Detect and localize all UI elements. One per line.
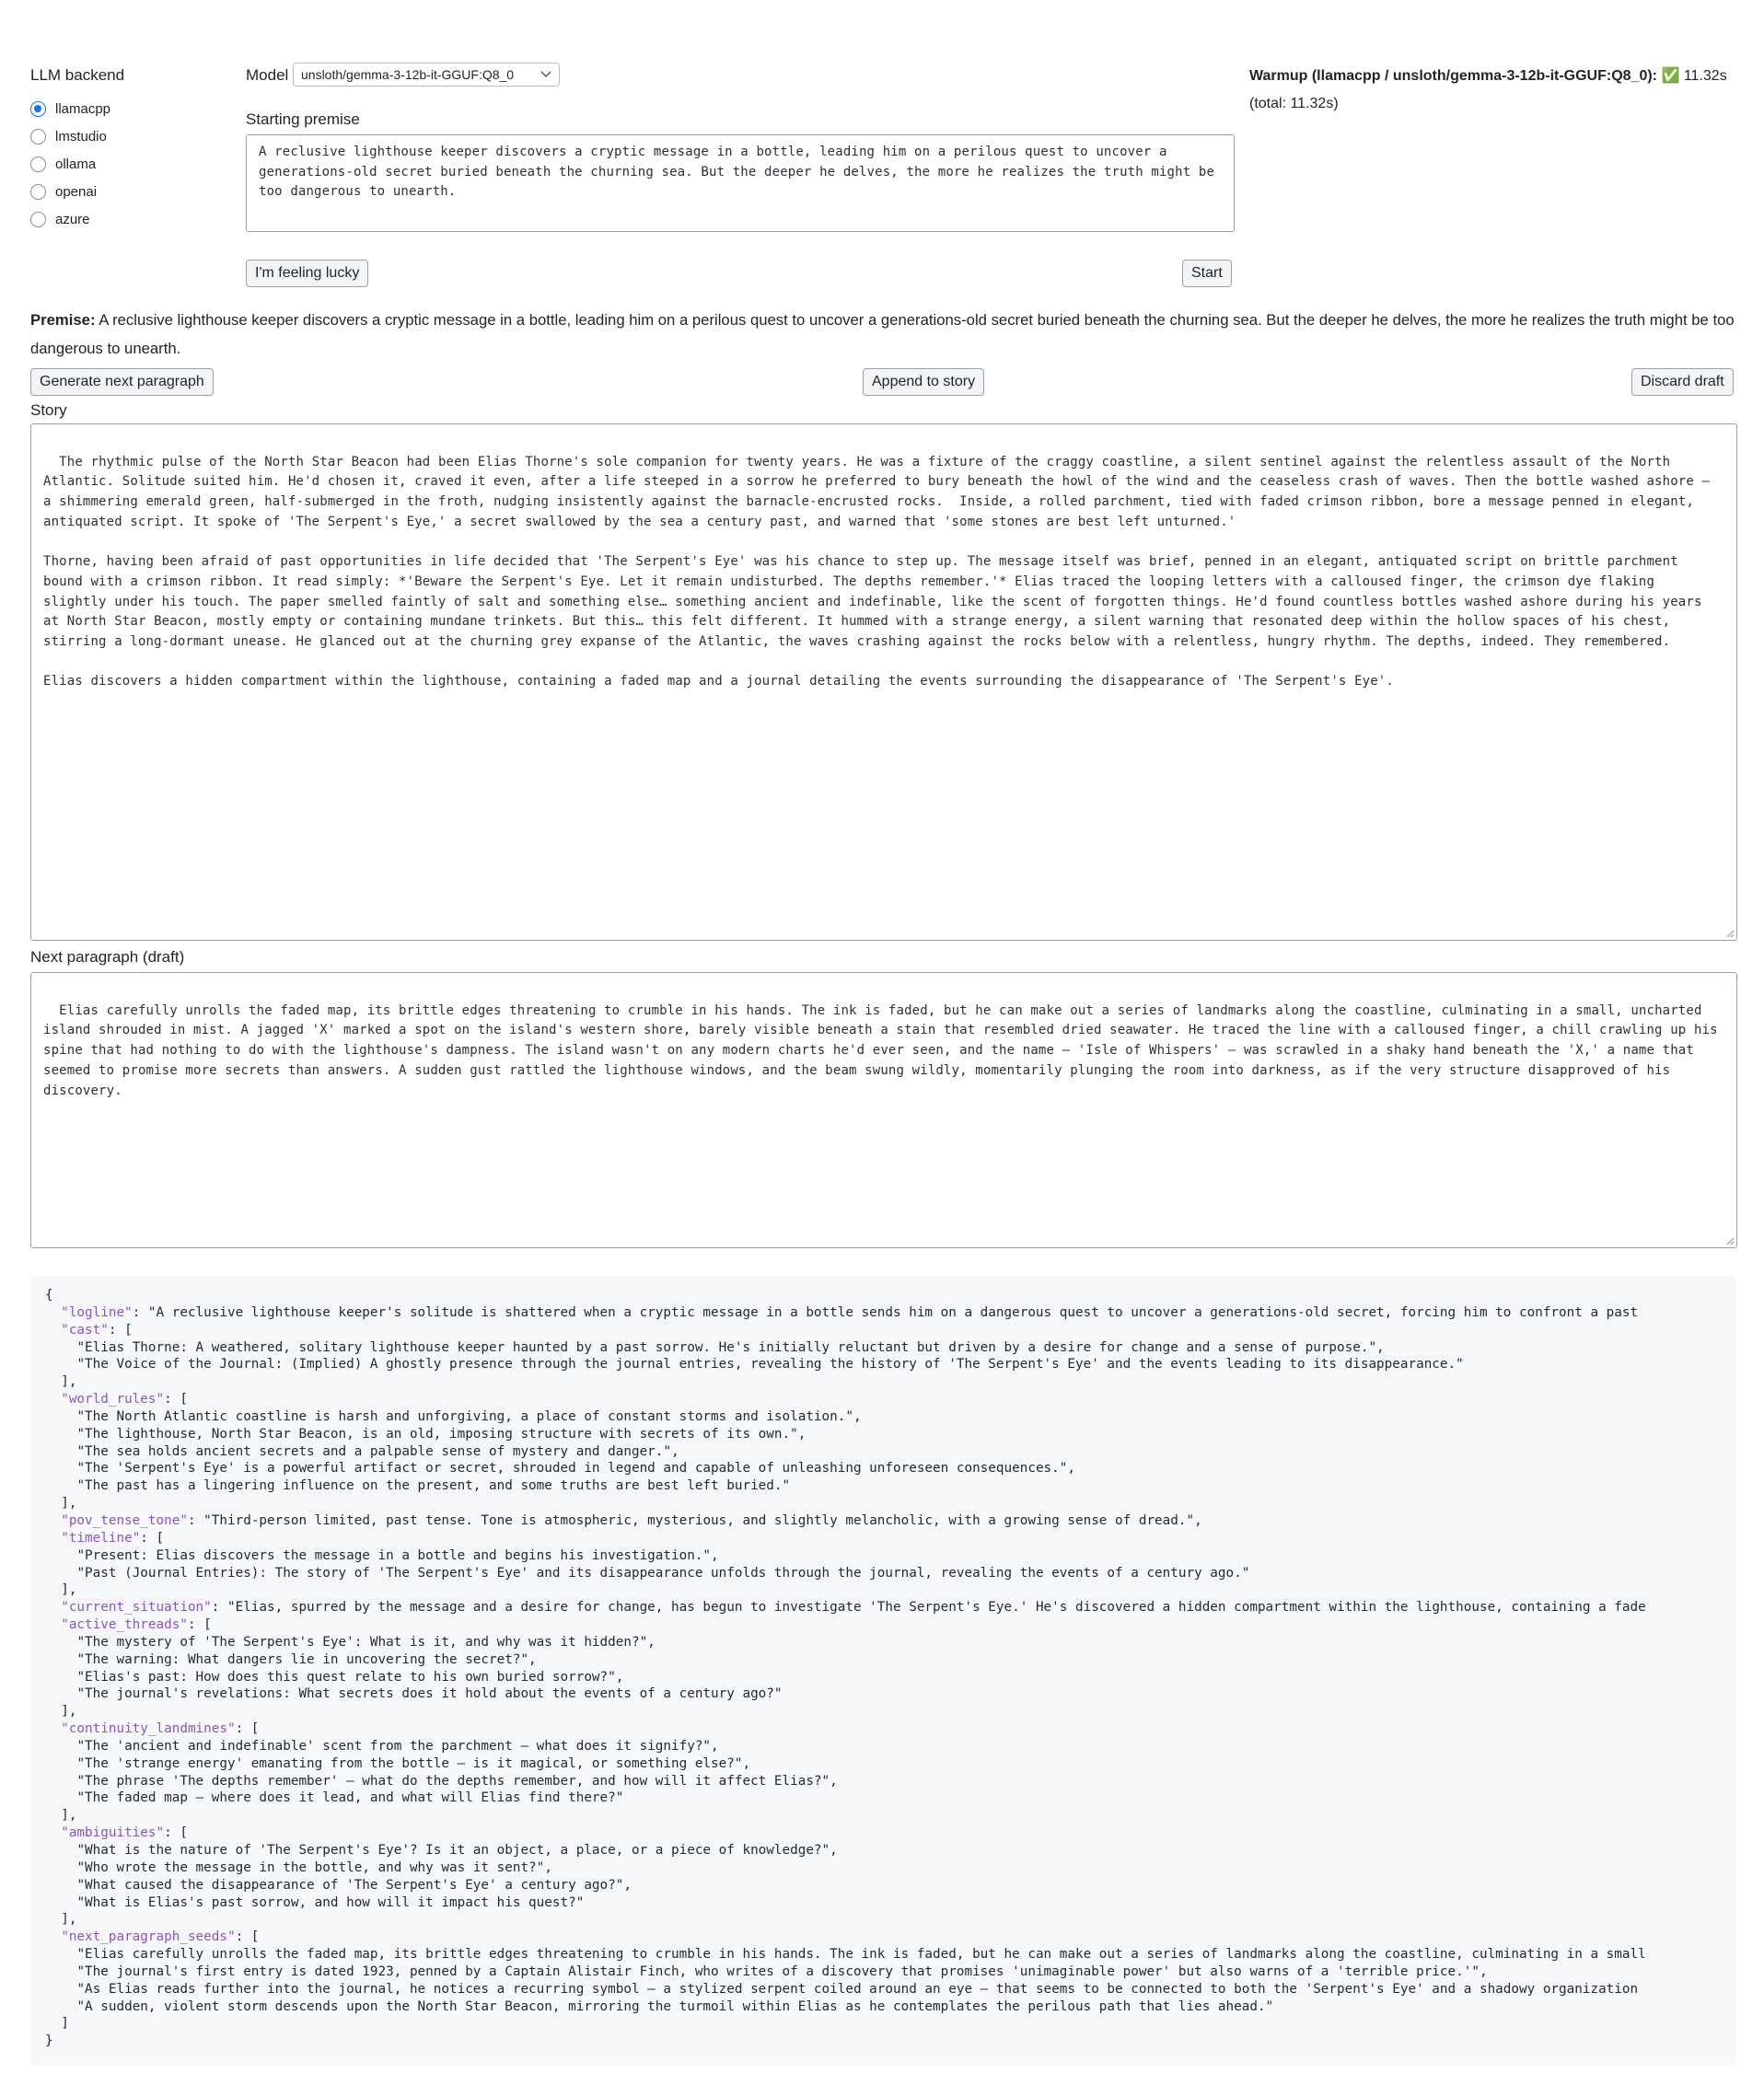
json-line: "logline": "A reclusive lighthouse keeper's solitude is shattered when a cryptic message in a bottle sends him on a dangerous quest to uncover a generations-old secret, forcing him to confront a past — [61, 1304, 1639, 1320]
json-line: "pov_tense_tone": "Third-person limited, past tense. Tone is atmospheric, mysterious, and slightly melancholic, with a growing sense of dread.", — [61, 1512, 1202, 1528]
json-line: "The 'strange energy' emanating from the bottle – is it magical, or something else?", — [76, 1755, 751, 1771]
json-line: ], — [61, 1912, 77, 1928]
warmup-status — [1249, 66, 1727, 85]
json-line: ], — [61, 1374, 77, 1390]
json-line: "cast": [ — [61, 1322, 133, 1338]
json-line: "current_situation": "Elias, spurred by the message and a desire for change, has begun to investigate 'The Serpent's Eye.' He's discovered a hidden compartment within the lighthouse, containing a fade — [61, 1600, 1646, 1616]
json-key: "next_paragraph_seeds" — [61, 1929, 236, 1945]
model-select[interactable] — [293, 63, 560, 87]
backend-option-azure[interactable]: azure — [30, 205, 110, 233]
backend-option-ollama[interactable]: ollama — [30, 150, 110, 178]
json-key: "cast" — [61, 1322, 109, 1338]
draft-label: Next paragraph (draft) — [30, 948, 185, 966]
json-line: "next_paragraph_seeds": [ — [61, 1929, 260, 1945]
json-line: "Present: Elias discovers the message in a bottle and begins his investigation.", — [76, 1547, 719, 1563]
json-line: "Elias carefully unrolls the faded map, its brittle edges threatening to crumble in his hands. The ink is faded, but he can make out a series of landmarks along the coastline, culminating in a small — [76, 1947, 1646, 1963]
json-line: "world_rules": [ — [61, 1392, 188, 1407]
radio-icon[interactable] — [30, 156, 46, 172]
warmup-time: 11.32s — [1683, 68, 1727, 84]
starting-premise-label: Starting premise — [246, 110, 360, 128]
json-line: "The past has a lingering influence on the present, and some truths are best left buried." — [76, 1478, 791, 1494]
json-line: ], — [61, 1704, 77, 1720]
json-line: "The lighthouse, North Star Beacon, is an old, imposing structure with secrets of its own.", — [76, 1426, 807, 1442]
warmup-text: Warmup (llamacpp / unsloth/gemma-3-12b-it-GGUF:Q8_0): — [1249, 68, 1658, 84]
json-line: } — [45, 2033, 53, 2049]
json-line: "A sudden, violent storm descends upon the North Star Beacon, mirroring the turmoil within Elias as he contemplates the perilous path that lies ahead." — [76, 1998, 1274, 2014]
backend-option-lmstudio[interactable]: lmstudio — [30, 122, 110, 150]
json-line: "The warning: What dangers lie in uncovering the secret?", — [76, 1651, 537, 1667]
json-key: "logline" — [61, 1304, 133, 1320]
radio-checked-icon[interactable] — [30, 101, 46, 117]
json-key: "current_situation" — [61, 1600, 212, 1616]
warmup-total: (total: 11.32s) — [1249, 96, 1339, 111]
backend-option-openai[interactable]: openai — [30, 178, 110, 205]
backend-radio-group — [30, 95, 110, 233]
chevron-down-icon — [540, 71, 551, 78]
json-line: "active_threads": [ — [61, 1617, 212, 1633]
story-label: Story — [30, 401, 67, 419]
json-line: "The journal's first entry is dated 1923, penned by a Captain Alistair Finch, who writes of a discovery that promises 'unimaginable power' but also warns of a 'terrible price.'", — [76, 1963, 1488, 1979]
draft-text: Elias carefully unrolls the faded map, its brittle edges threatening to crumble in his hands. The ink is faded, but he can make out a series of landmarks along the coastline, culminating in a small, uncharted island shrouded in mist. A jagged 'X' marked a spot on the island's western shore, barely visible beneath a stain that resembled dried seawater. He traced the line with a calloused finger, a chill crawling up his spine that had nothing to do with the lighthouse's dampness. The island wasn't on any modern charts he'd ever seen, and the name – 'Isle of Whispers' – was scrawled in a shaky hand beneath the 'X,' a name that seemed to promise more secrets than answers. A sudden gust rattled the lighthouse windows, and the beam swung wildly, momentarily plunging the room into darkness, as if the very structure disapproved of his discovery. — [43, 1002, 1726, 1098]
json-key: "timeline" — [61, 1530, 141, 1546]
radio-icon[interactable] — [30, 184, 46, 200]
story-text: The rhythmic pulse of the North Star Beacon had been Elias Thorne's sole companion for twenty years. He was a fixture of the craggy coastline, a silent sentinel against the relentless assault of the North Atlantic. Solitude suited him. He'd chosen it, craved it even, after a life steeped in a sorrow he preferred to bury beneath the howl of the wind and the ceaseless crash of waves. Then the bottle washed ashore – a shimmering emerald green, half-submerged in the froth, nudging insistently against the barnacle-encrusted rocks. Inside, a rolled parchment, tied with faded crimson ribbon, bore a message penned in elegant, antiquated script. It spoke of 'The Serpent's Eye,' a secret swallowed by the sea a century past, and warned that 'some stones are best left unturned.' Thorne, having been afraid of past opportunities in life decided that 'The Serpent's Eye' was his chance to step up. The message itself was brief, penned in an elegant, antiquated script on brittle parchment bound with a crimson ribbon. It read simply: *'Beware the Serpent's Eye. Let it remain undisturbed. The depths remember.'* Elias traced the looping letters with a calloused finger, the crimson dye flaking slightly under his touch. The paper smelled faintly of salt and something else… something ancient and indefinable, like the scent of forgotten things. He'd found countless bottles washed ashore during his years at North Star Beacon, mostly empty or containing mundane trinkets. But this… this felt different. It hummed with a strange energy, a silent warning that resonated deep within the hollow spaces of his chest, stirring a long-dormant unease. He glanced out at the churning grey expanse of the Atlantic, the waves crashing against the rocks below with a relentless, hungry rhythm. The depths, indeed. They remembered. Elias discovers a hidden compartment within the lighthouse, containing a faded map and a journal detailing the events surrounding the disappearance of 'The Serpent's Eye'. — [43, 454, 1711, 689]
json-line: "What caused the disappearance of 'The Serpent's Eye' a century ago?", — [76, 1877, 632, 1893]
json-line: "Past (Journal Entries): The story of 'The Serpent's Eye' and its disappearance unfolds through the journal, revealing the events of a century ago." — [76, 1565, 1250, 1581]
json-line: "The North Atlantic coastline is harsh and unforgiving, a place of constant storms and isolation.", — [76, 1408, 862, 1424]
json-line: "ambiguities": [ — [61, 1825, 188, 1841]
premise-label: Premise: — [30, 311, 96, 329]
json-key: "pov_tense_tone" — [61, 1512, 188, 1528]
check-icon: ✅ — [1661, 68, 1680, 84]
model-label: Model — [246, 66, 289, 84]
json-line: "The 'ancient and indefinable' scent from the parchment – what does it signify?", — [76, 1738, 719, 1754]
json-line: "What is Elias's past sorrow, and how will it impact his quest?" — [76, 1894, 585, 1910]
json-line: "The phrase 'The depths remember' – what do the depths remember, and how will it affect Elias?", — [76, 1773, 838, 1789]
backend-label: LLM backend — [30, 66, 125, 84]
json-line: ], — [61, 1582, 77, 1598]
premise-text: A reclusive lighthouse keeper discovers a cryptic message in a bottle, leading him on a perilous quest to uncover a generations-old secret buried beneath the churning sea. But the deeper he delves, the more he realizes the truth might be too dangerous to unearth. — [30, 311, 1735, 357]
json-line: ] — [61, 2016, 69, 2032]
starting-premise-input[interactable]: A reclusive lighthouse keeper discovers a cryptic message in a bottle, leading him on a perilous quest to uncover a generations-old secret buried beneath the churning sea. But the deeper he delves, the more he realizes the truth might be too dangerous to unearth. — [246, 134, 1235, 232]
json-line: "What is the nature of 'The Serpent's Eye'? Is it an object, a place, or a piece of knowledge?", — [76, 1843, 838, 1858]
resize-handle-icon[interactable] — [1725, 929, 1735, 938]
json-line: ], — [61, 1808, 77, 1824]
json-line: "continuity_landmines": [ — [61, 1721, 260, 1737]
json-line: "The Voice of the Journal: (Implied) A ghostly presence through the journal entries, revealing the history of 'The Serpent's Eye' and the events leading to its disappearance." — [76, 1357, 1464, 1373]
draft-textarea[interactable] — [30, 972, 1737, 1248]
story-state-json-panel — [30, 1276, 1735, 2066]
story-textarea[interactable] — [30, 423, 1737, 941]
json-line: "timeline": [ — [61, 1530, 165, 1546]
radio-icon[interactable] — [30, 212, 46, 227]
json-line: "Who wrote the message in the bottle, and why was it sent?", — [76, 1859, 552, 1875]
radio-icon[interactable] — [30, 129, 46, 145]
json-line: "The journal's revelations: What secrets does it hold about the events of a century ago?" — [76, 1686, 783, 1702]
json-key: "active_threads" — [61, 1617, 188, 1633]
json-line: "The mystery of 'The Serpent's Eye': What is it, and why was it hidden?", — [76, 1634, 656, 1650]
json-key: "continuity_landmines" — [61, 1721, 236, 1737]
generate-next-paragraph-button[interactable]: Generate next paragraph — [30, 368, 214, 396]
discard-draft-button[interactable]: Discard draft — [1631, 368, 1734, 396]
json-line: "The faded map – where does it lead, and what will Elias find there?" — [76, 1790, 624, 1806]
json-line: "Elias Thorne: A weathered, solitary lighthouse keeper haunted by a past sorrow. He's initially reluctant but driven by a desire for change and a sense of purpose.", — [76, 1339, 1385, 1355]
json-line: "Elias's past: How does this quest relate to his own buried sorrow?", — [76, 1669, 624, 1685]
model-select-value: unsloth/gemma-3-12b-it-GGUF:Q8_0 — [301, 67, 515, 82]
json-line: "The sea holds ancient secrets and a palpable sense of mystery and danger.", — [76, 1443, 679, 1459]
json-key: "world_rules" — [61, 1392, 165, 1407]
json-line: "As Elias reads further into the journal, he notices a recurring symbol – a stylized serpent coiled around an eye – that seems to be connected to both the 'Serpent's Eye' and a shadowy organization — [76, 1981, 1639, 1997]
backend-option-llamacpp[interactable]: llamacpp — [30, 95, 110, 122]
append-to-story-button[interactable]: Append to story — [863, 368, 984, 396]
json-line: { — [45, 1288, 53, 1303]
feeling-lucky-button[interactable]: I'm feeling lucky — [246, 260, 368, 287]
start-button[interactable]: Start — [1182, 260, 1232, 287]
json-line: ], — [61, 1496, 77, 1512]
json-key: "ambiguities" — [61, 1825, 165, 1841]
json-line: "The 'Serpent's Eye' is a powerful artifact or secret, shrouded in legend and capable of unleashing unforeseen consequences.", — [76, 1461, 1075, 1477]
premise-display — [30, 306, 1743, 363]
resize-handle-icon[interactable] — [1725, 1236, 1735, 1245]
